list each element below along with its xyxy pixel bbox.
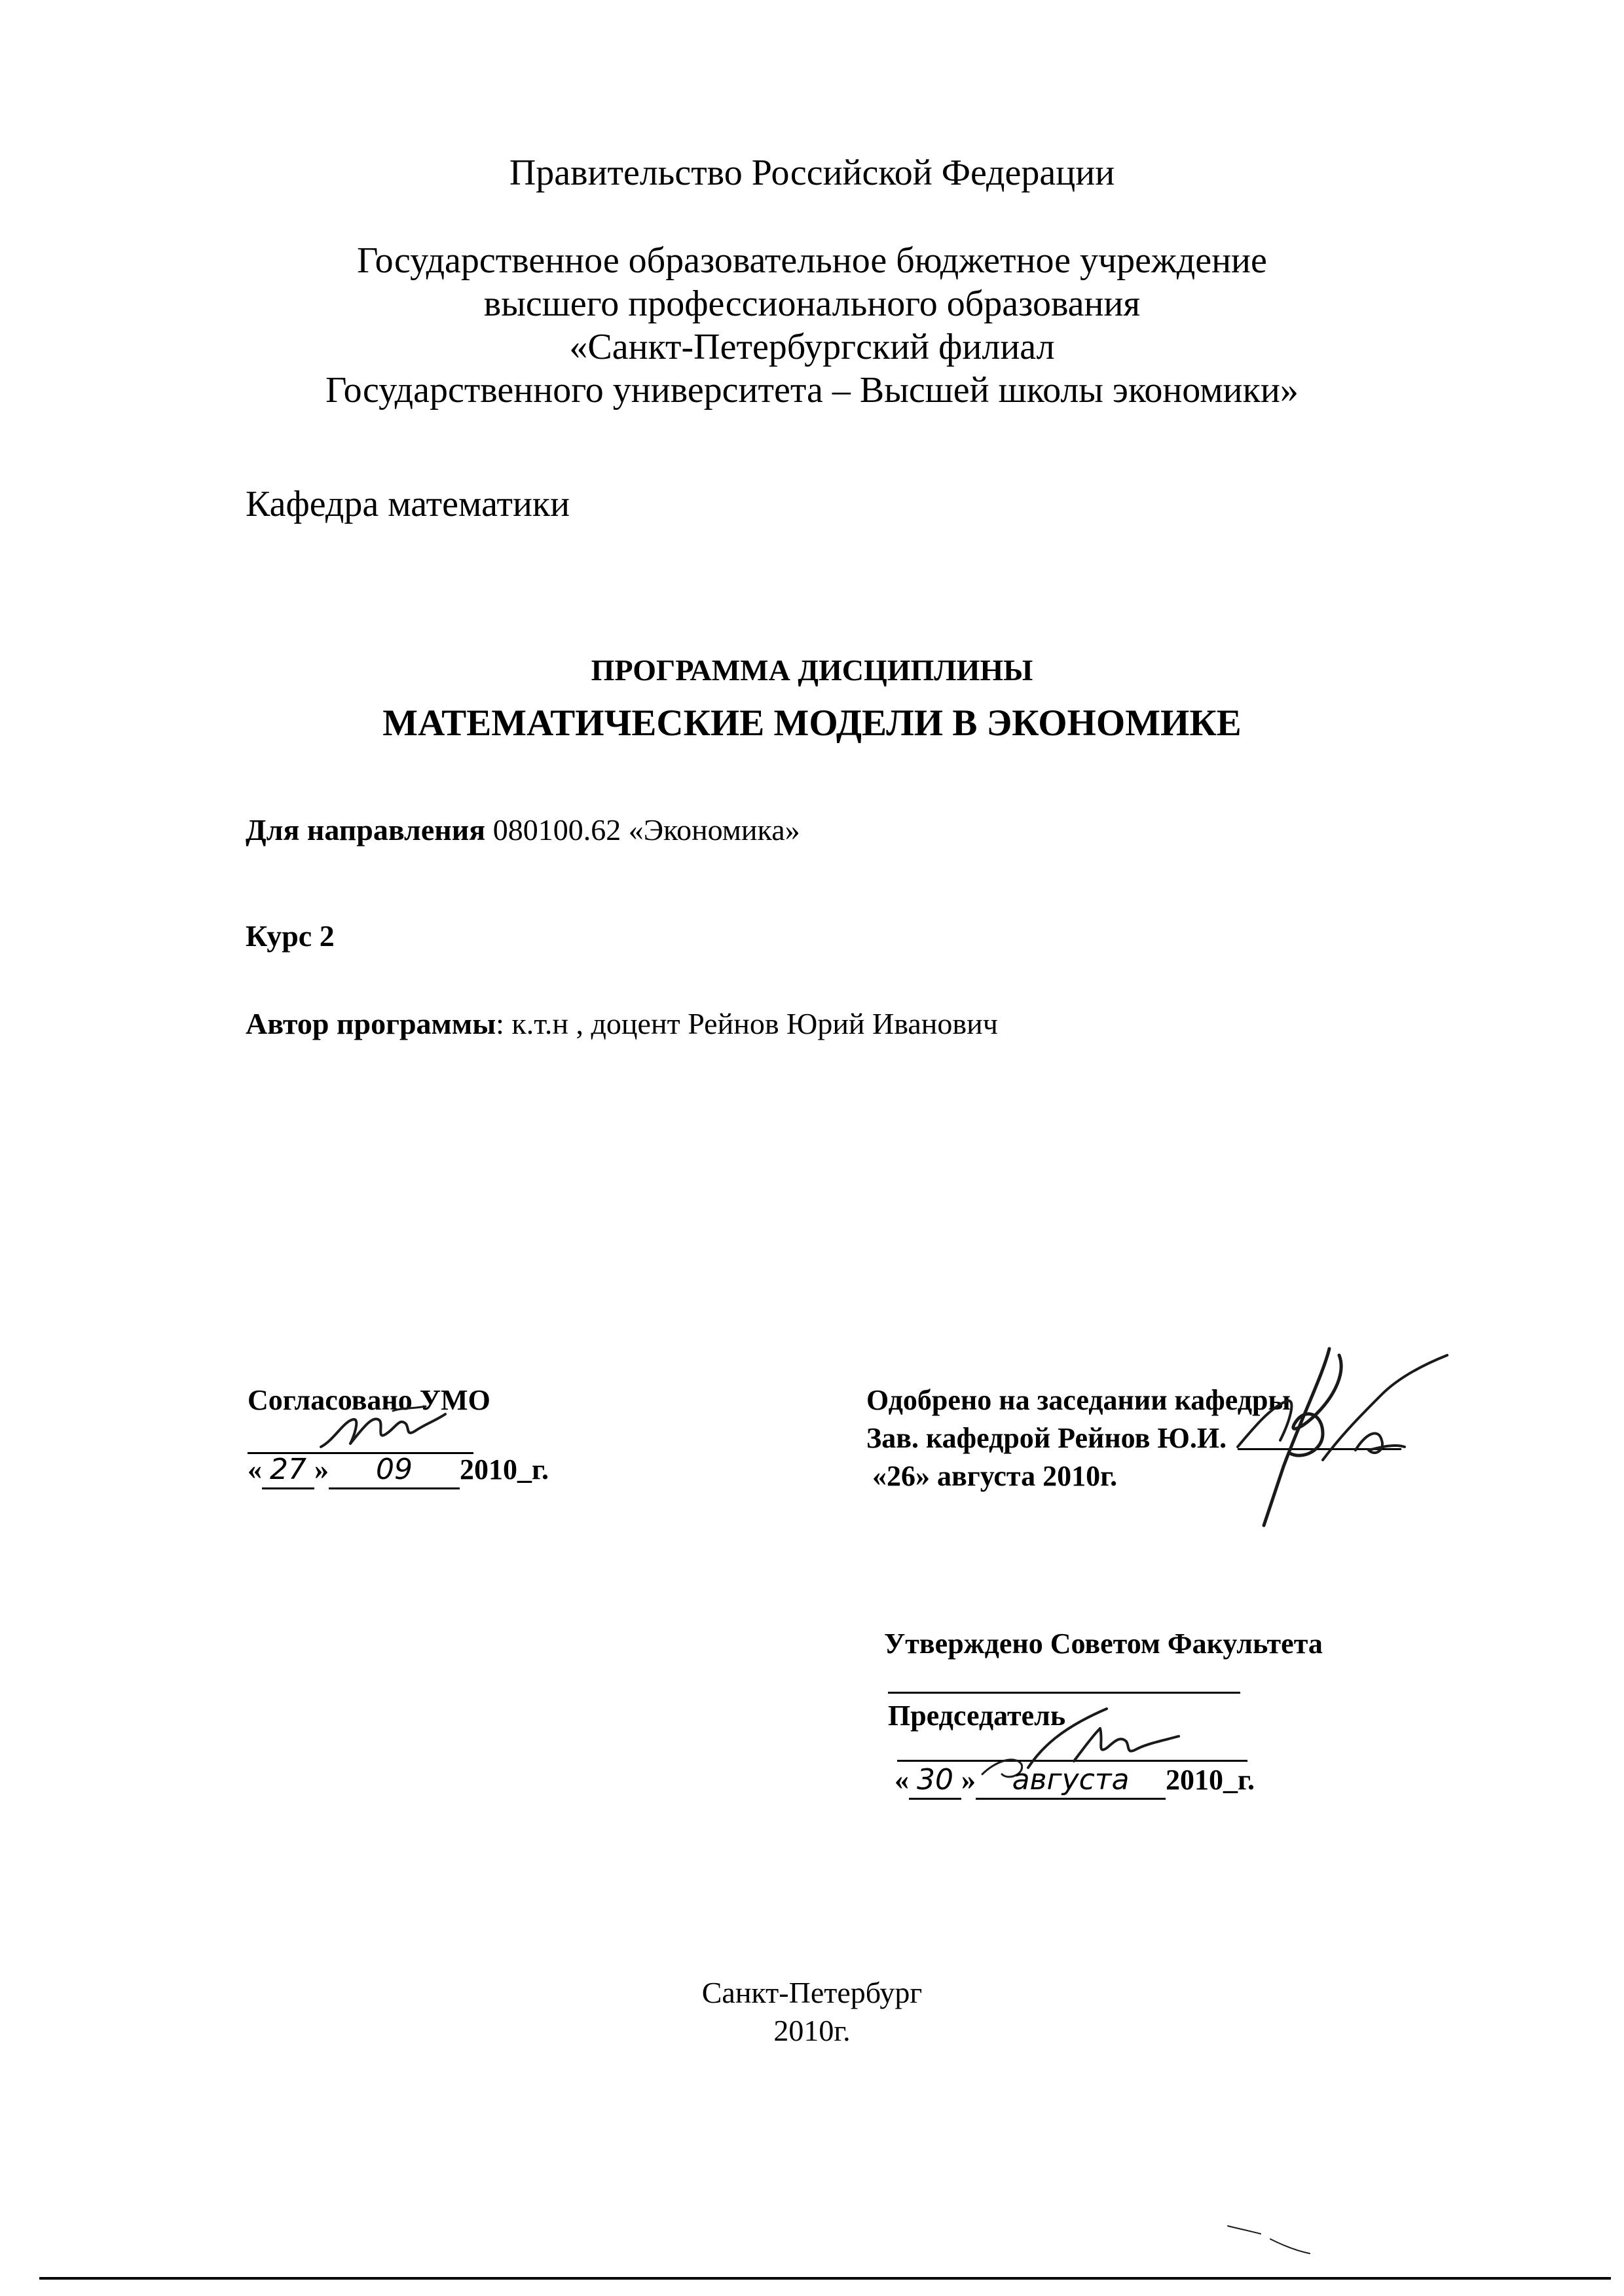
council-day: 30 <box>909 1762 961 1800</box>
umo-day: 27 <box>262 1452 314 1489</box>
council-month: августа <box>976 1762 1166 1800</box>
umo-date-open: « <box>248 1453 262 1485</box>
council-top-line <box>888 1692 1240 1694</box>
umo-year: 2010_г. <box>460 1453 549 1485</box>
author-label: Автор программы <box>246 1007 496 1040</box>
discipline-title: МАТЕМАТИЧЕСКИЕ МОДЕЛИ В ЭКОНОМИКЕ <box>382 702 1242 744</box>
department-head-signature <box>1225 1336 1460 1532</box>
council-date <box>895 1762 1255 1800</box>
author-value: : к.т.н , доцент Рейнов Юрий Иванович <box>496 1007 998 1040</box>
institution-line-2: высшего профессионального образования <box>483 283 1141 324</box>
program-label: ПРОГРАММА ДИСЦИПЛИНЫ <box>591 653 1033 687</box>
government-name: Правительство Российской Федерации <box>509 153 1115 193</box>
page-bottom-rule <box>39 2277 1611 2280</box>
direction-line <box>246 812 800 848</box>
department-name: Кафедра математики <box>246 484 570 524</box>
institution-line-4: Государственного университета – Высшей школы экономики» <box>325 370 1299 410</box>
umo-month: 09 <box>329 1452 460 1489</box>
institution-line-3: «Санкт-Петербургский филиал <box>569 327 1055 367</box>
footer-city: Санкт-Петербург <box>701 1976 923 2009</box>
course-line: Курс 2 <box>246 919 335 953</box>
direction-label: Для направления <box>246 813 486 847</box>
council-year: 2010_г. <box>1166 1764 1255 1796</box>
footer-year: 2010г. <box>773 2014 851 2047</box>
scan-mark <box>1225 2219 1316 2259</box>
umo-approval-title: Согласовано УМО <box>248 1384 490 1416</box>
department-approval-title: Одобрено на заседании кафедры <box>866 1384 1291 1416</box>
institution-line-1: Государственное образовательное бюджетное учреждение <box>357 240 1267 281</box>
council-date-close: » <box>961 1764 976 1796</box>
umo-date <box>248 1452 549 1489</box>
council-approval-title: Утверждено Советом Факультета <box>884 1628 1323 1660</box>
author-line <box>246 1006 998 1042</box>
umo-date-close: » <box>314 1453 329 1485</box>
department-approval-date: «26» августа 2010г. <box>872 1460 1118 1492</box>
department-head: Зав. кафедрой Рейнов Ю.И. <box>866 1422 1227 1454</box>
direction-value: 080100.62 «Экономика» <box>485 813 800 847</box>
umo-signature <box>314 1401 471 1460</box>
council-date-open: « <box>895 1764 909 1796</box>
council-chair-label: Председатель <box>888 1700 1066 1732</box>
